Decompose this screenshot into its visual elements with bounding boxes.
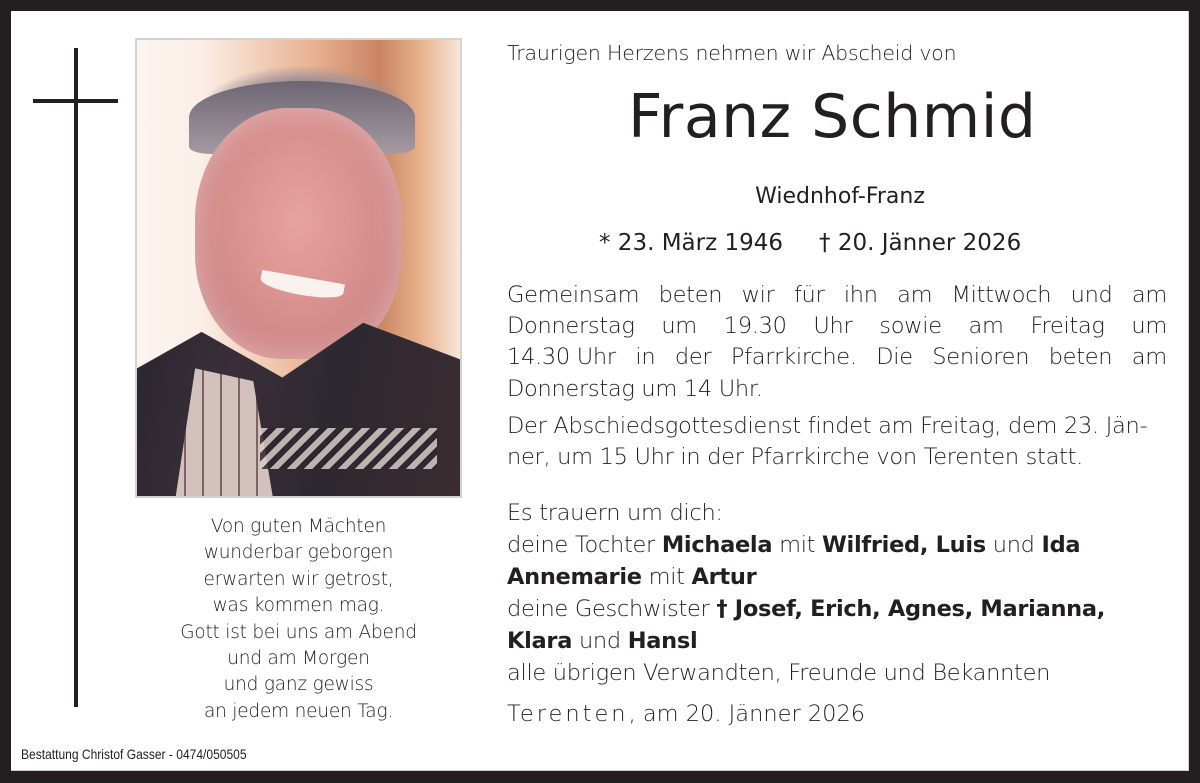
verse-line: Von guten Mächten	[210, 516, 387, 537]
photo-sweater-pattern	[260, 428, 438, 469]
nickname: Wiednhof-Franz	[755, 184, 925, 209]
birth-date: * 23. März 1946	[599, 230, 784, 256]
latin-cross-icon-crossbar	[33, 99, 118, 103]
mourners-line: Klara und Hansl	[507, 628, 698, 654]
mourners-line: deine Geschwister † Josef, Erich, Agnes, Marianna,	[507, 596, 1106, 622]
mourners-line: Annemarie mit Artur	[507, 564, 757, 590]
prayer-line: Donnerstag um 14 Uhr.	[507, 375, 763, 402]
service-line: ner, um 15 Uhr in der Pfarrkirche von Terenten statt.	[507, 444, 1083, 471]
death-date: † 20. Jänner 2026	[819, 230, 1022, 256]
mourners-line: deine Tochter Michaela mit Wilfried, Luis und Ida	[507, 532, 1081, 558]
town: Terenten	[507, 701, 629, 727]
mourners-list	[507, 497, 1177, 689]
mourners-line: alle übrigen Verwandten, Freunde und Bekannten	[507, 660, 1051, 686]
verse-line: erwarten wir getrost,	[203, 568, 394, 590]
verse-line: und ganz gewiss	[223, 674, 374, 696]
service-line: Der Abschiedsgottesdienst findet am Freitag, dem 23. Jän-	[507, 413, 1148, 439]
prayer-announcement	[507, 280, 1167, 405]
verse-line: Gott ist bei uns am Abend	[180, 621, 417, 643]
closing-date: , am 20. Jänner 2026	[628, 701, 866, 727]
verse-line: wunderbar geborgen	[203, 542, 394, 564]
intro-line: Traurigen Herzens nehmen wir Abscheid von	[507, 41, 957, 65]
prayer-line: Donnerstag um 19.30 Uhr sowie am Freitag um	[507, 313, 1167, 340]
deceased-name: Franz Schmid	[628, 82, 1037, 152]
photo-face	[195, 108, 402, 359]
prayer-line: Gemeinsam beten wir für ihn am Mittwoch und am	[507, 282, 1167, 308]
verse-line: was kommen mag.	[212, 595, 385, 617]
portrait-photo	[135, 38, 462, 498]
funeral-home-credit: Bestattung Christof Gasser - 0474/050505	[21, 746, 247, 762]
prayer-line: 14.30 Uhr in der Pfarrkirche. Die Senioren beten am	[507, 344, 1167, 371]
verse-line: an jedem neuen Tag.	[203, 700, 394, 722]
verse-line: und am Morgen	[227, 648, 370, 670]
mourners-heading: Es trauern um dich:	[507, 500, 723, 526]
latin-cross-icon	[74, 48, 78, 707]
memorial-verse	[135, 514, 462, 725]
funeral-service-announcement	[507, 411, 1167, 473]
life-dates	[599, 230, 1021, 256]
place-and-date	[507, 701, 865, 727]
